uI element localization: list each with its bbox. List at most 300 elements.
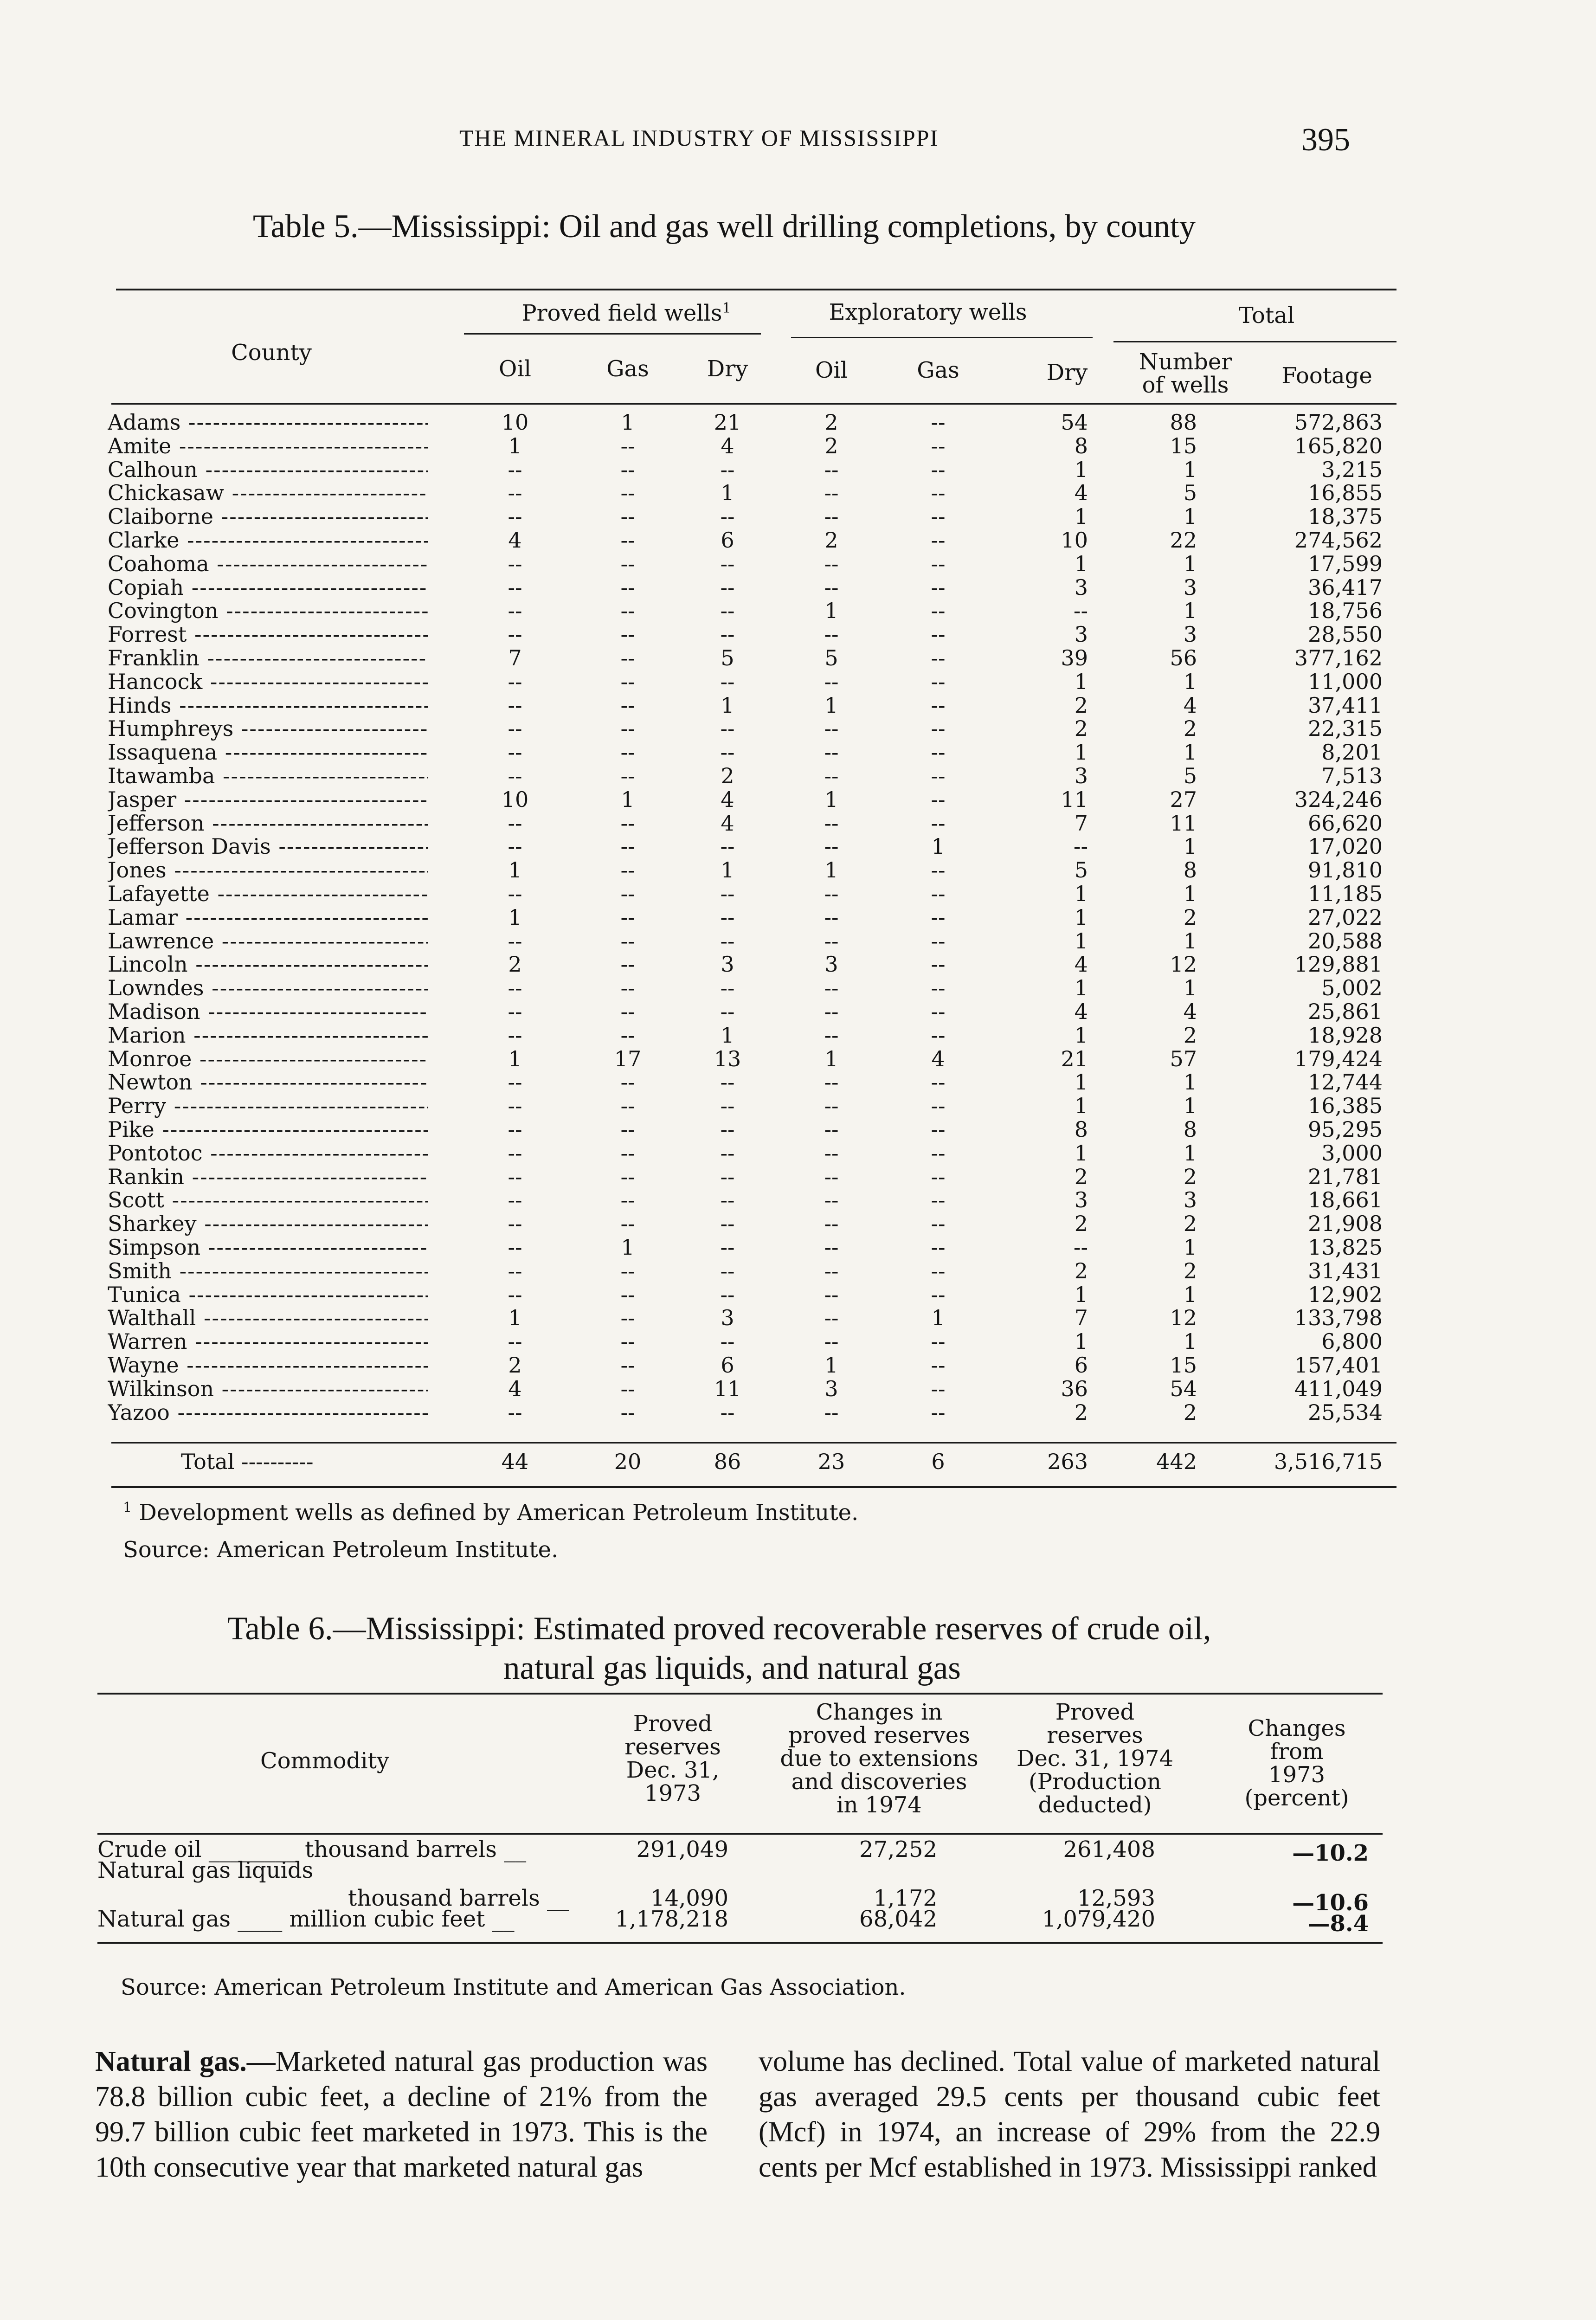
- table-cell: --: [931, 598, 946, 624]
- table-cell: --: [931, 1399, 946, 1425]
- crude-oil-1973: 291,049: [636, 1837, 728, 1862]
- table-cell: --: [508, 881, 522, 906]
- table6-row-ngl-label: Natural gas liquids: [97, 1857, 314, 1883]
- gas-header: Gas: [606, 356, 649, 382]
- table-cell: 2: [1074, 692, 1088, 718]
- table-cell: --: [508, 763, 522, 788]
- table-cell: --: [620, 504, 635, 529]
- table6-top-rule: [97, 1693, 1383, 1695]
- table-cell: 2: [1183, 716, 1197, 741]
- table-cell: 2: [1074, 1399, 1088, 1425]
- table-cell: --: [931, 999, 946, 1024]
- table-cell: --: [931, 1329, 946, 1354]
- table-cell: --: [931, 1258, 946, 1283]
- exploratory-oil-header: Oil: [815, 357, 848, 383]
- table-cell: 31,431: [1308, 1258, 1383, 1283]
- ngl-pct: —10.6: [1292, 1890, 1369, 1916]
- header-line: Dec. 31,: [626, 1757, 720, 1783]
- exploratory-dry-header: Dry: [1046, 360, 1088, 386]
- table-cell: 8: [1183, 1117, 1197, 1142]
- table-cell: --: [720, 1282, 735, 1307]
- table-cell: 4: [1183, 999, 1197, 1024]
- header-line: Proved: [1055, 1699, 1135, 1725]
- table5-total-rule: [111, 1442, 1396, 1444]
- table-cell: --: [824, 480, 839, 506]
- table-cell: --: [824, 716, 839, 741]
- table-cell: 1: [1183, 1282, 1197, 1307]
- table-cell: 5: [824, 645, 838, 670]
- table-cell: --: [508, 504, 522, 529]
- table-cell: --: [931, 433, 946, 458]
- table-cell: 2: [824, 410, 838, 435]
- table-cell: --: [620, 975, 635, 1001]
- table-cell: 157,401: [1294, 1353, 1383, 1378]
- proved-field-wells-header: Proved field wells$^1$: [521, 300, 731, 326]
- table-cell: 179,424: [1294, 1046, 1383, 1071]
- table-cell: --: [720, 1258, 735, 1283]
- table-cell: 3,215: [1321, 457, 1383, 482]
- table-cell: --: [931, 574, 946, 600]
- table5-top-rule: [116, 289, 1396, 290]
- natural-gas-1974: 1,079,420: [1042, 1906, 1155, 1932]
- table-cell: 2: [1183, 1399, 1197, 1425]
- county-header: County: [231, 340, 312, 366]
- table-cell: --: [620, 740, 635, 765]
- percent-change-header: [1225, 1717, 1369, 1810]
- table-cell: 1: [1183, 457, 1197, 482]
- table-cell: 1: [621, 410, 635, 435]
- county-name: Adams -----: [108, 411, 428, 434]
- table-cell: 1: [824, 1046, 838, 1071]
- table5-source: Source: American Petroleum Institute.: [123, 1537, 559, 1563]
- body-column-2: volume has declined. Total value of marketed natural gas averaged 29.5 cents per thousand cubic feet (Mcf) in 1974, an increase of 29% from the 22.9 cents per Mcf established in 1973. Mississippi ranked: [759, 2046, 1380, 2183]
- table-cell: 18,661: [1308, 1187, 1383, 1213]
- county-name: Jones -----: [108, 858, 428, 882]
- table-row: [0, 741, 1596, 764]
- table-cell: --: [824, 1305, 839, 1331]
- table-row: [0, 906, 1596, 929]
- county-name: Tunica -----: [108, 1283, 428, 1307]
- table-cell: --: [620, 1117, 635, 1142]
- table-cell: --: [931, 1022, 946, 1048]
- table-cell: 1: [721, 857, 734, 883]
- table-cell: --: [720, 928, 735, 954]
- table-cell: --: [931, 1353, 946, 1378]
- table-cell: --: [931, 975, 946, 1001]
- table-cell: 1: [721, 1022, 734, 1048]
- table-cell: 1: [931, 1305, 945, 1331]
- table-cell: --: [620, 692, 635, 718]
- table-cell: --: [824, 1093, 839, 1119]
- table-cell: 36,417: [1308, 574, 1383, 600]
- table-row: [0, 552, 1596, 576]
- table-cell: 6: [721, 1353, 734, 1378]
- header-line: Changes in: [816, 1699, 943, 1725]
- table-row: [0, 1212, 1596, 1236]
- table-cell: 4: [721, 786, 734, 812]
- table-cell: 2: [1074, 716, 1088, 741]
- table-row: [0, 858, 1596, 882]
- table-cell: --: [620, 834, 635, 859]
- table-cell: 2: [1183, 1211, 1197, 1237]
- table-cell: 3: [1074, 622, 1088, 647]
- table-cell: --: [620, 1258, 635, 1283]
- table-cell: --: [720, 457, 735, 482]
- table-cell: --: [931, 1093, 946, 1119]
- table-cell: 37,411: [1308, 692, 1383, 718]
- table-cell: --: [824, 574, 839, 600]
- table-row: [0, 929, 1596, 953]
- table-cell: --: [1073, 1235, 1088, 1260]
- county-name: Forrest -----: [108, 623, 428, 646]
- table-cell: 5,002: [1321, 975, 1383, 1001]
- table-cell: 377,162: [1294, 645, 1383, 670]
- county-name: Lincoln -----: [108, 953, 428, 976]
- table-cell: --: [824, 1187, 839, 1213]
- county-name: Scott -----: [108, 1188, 428, 1212]
- table-cell: 11: [1061, 786, 1088, 812]
- table-cell: --: [720, 669, 735, 694]
- county-name: Rankin -----: [108, 1165, 428, 1189]
- table-cell: 28,550: [1308, 622, 1383, 647]
- table-cell: 17,020: [1308, 834, 1383, 859]
- table-cell: 165,820: [1294, 433, 1383, 458]
- table5-bottom-rule: [111, 1486, 1396, 1488]
- table-cell: 3: [1183, 1187, 1197, 1213]
- table-cell: --: [620, 810, 635, 836]
- table-cell: --: [931, 904, 946, 930]
- table-cell: --: [824, 810, 839, 836]
- table-row: [0, 1377, 1596, 1401]
- county-name: Pontotoc -----: [108, 1141, 428, 1165]
- table-row: [0, 1306, 1596, 1330]
- total-rule: [1113, 341, 1396, 342]
- county-name: Jasper -----: [108, 788, 428, 812]
- table-cell: 2: [1183, 904, 1197, 930]
- table-cell: 16,855: [1308, 480, 1383, 506]
- table-cell: --: [508, 1235, 522, 1260]
- table-cell: 1: [1074, 740, 1088, 765]
- table-cell: 1: [721, 692, 734, 718]
- table-cell: --: [931, 1070, 946, 1095]
- table-cell: --: [824, 1258, 839, 1283]
- table-cell: 8,201: [1321, 740, 1383, 765]
- county-name: Hinds -----: [108, 694, 428, 717]
- table-cell: 12,902: [1308, 1282, 1383, 1307]
- table-cell: --: [824, 622, 839, 647]
- table6-row-crude-oil: Crude oil ________ thousand barrels __: [97, 1837, 527, 1862]
- table-cell: --: [620, 1376, 635, 1401]
- table-cell: --: [1073, 598, 1088, 624]
- header-line: Proved: [633, 1711, 713, 1737]
- table-cell: 2: [1183, 1258, 1197, 1283]
- table-cell: 3: [1183, 622, 1197, 647]
- county-name: Yazoo -----: [108, 1401, 428, 1424]
- header-line: 1973: [644, 1780, 701, 1806]
- natural-gas-changes: 68,042: [859, 1906, 937, 1932]
- table-cell: 2: [508, 1353, 522, 1378]
- header-line: Dec. 31, 1974: [1016, 1746, 1174, 1772]
- table-cell: --: [508, 622, 522, 647]
- table-cell: 1: [1183, 1235, 1197, 1260]
- exploratory-wells-header: Exploratory wells: [829, 299, 1027, 325]
- county-name: Walthall -----: [108, 1306, 428, 1330]
- table-cell: 3: [1074, 1187, 1088, 1213]
- county-name: Issaquena -----: [108, 741, 428, 764]
- table-cell: --: [508, 1164, 522, 1189]
- table-cell: 12: [1170, 952, 1197, 977]
- table-cell: --: [931, 1140, 946, 1166]
- table-cell: --: [824, 1235, 839, 1260]
- table-row: [0, 953, 1596, 976]
- table-cell: 4: [508, 1376, 522, 1401]
- table-cell: --: [931, 716, 946, 741]
- table-cell: --: [620, 999, 635, 1024]
- table-cell: --: [824, 1164, 839, 1189]
- table-cell: --: [620, 1211, 635, 1237]
- table-cell: 1: [1074, 551, 1088, 576]
- table-cell: --: [1073, 834, 1088, 859]
- table-cell: 6: [1074, 1353, 1088, 1378]
- table-cell: --: [620, 1093, 635, 1119]
- county-name: Newton -----: [108, 1070, 428, 1094]
- section-heading: Natural gas.—: [95, 2046, 276, 2077]
- table-row: [0, 1165, 1596, 1189]
- table-cell: 18,375: [1308, 504, 1383, 529]
- table-cell: --: [931, 551, 946, 576]
- county-name: Warren -----: [108, 1330, 428, 1353]
- table-row: [0, 505, 1596, 528]
- table-cell: --: [620, 622, 635, 647]
- table-cell: 3: [1074, 763, 1088, 788]
- table5-header-rule: [111, 403, 1396, 405]
- header-line: in 1974: [837, 1792, 922, 1818]
- table-cell: 274,562: [1294, 528, 1383, 553]
- table-cell: --: [720, 904, 735, 930]
- dry-header: Dry: [707, 356, 748, 382]
- table-cell: --: [620, 645, 635, 670]
- county-name: Chickasaw -----: [108, 481, 428, 505]
- table-cell: --: [720, 598, 735, 624]
- proved-1973-header: [617, 1712, 728, 1805]
- table-cell: --: [931, 457, 946, 482]
- county-name: Jefferson Davis -----: [108, 835, 428, 858]
- table-cell: 1: [721, 480, 734, 506]
- table-cell: --: [508, 810, 522, 836]
- table-cell: --: [720, 1164, 735, 1189]
- table-cell: --: [508, 1258, 522, 1283]
- table-cell: 21: [714, 410, 741, 435]
- table-cell: 1: [508, 433, 522, 458]
- table-cell: --: [620, 1353, 635, 1378]
- table-cell: 3: [721, 1305, 734, 1331]
- table-cell: 12: [1170, 1305, 1197, 1331]
- county-name: Pike -----: [108, 1118, 428, 1141]
- table-cell: --: [720, 1211, 735, 1237]
- county-name: Simpson -----: [108, 1236, 428, 1259]
- table-cell: --: [508, 457, 522, 482]
- table-row: [0, 812, 1596, 835]
- table-cell: 17: [614, 1046, 642, 1071]
- table-cell: --: [824, 1282, 839, 1307]
- table-cell: 1: [1074, 1329, 1088, 1354]
- table-cell: 15: [1170, 433, 1197, 458]
- table-cell: 11,185: [1308, 881, 1383, 906]
- table-cell: --: [620, 1399, 635, 1425]
- table-cell: --: [508, 1211, 522, 1237]
- table-cell: --: [720, 834, 735, 859]
- county-name: Lamar -----: [108, 906, 428, 929]
- crude-oil-pct: —10.2: [1292, 1840, 1369, 1866]
- table-row: [0, 882, 1596, 906]
- table-row: [0, 1259, 1596, 1283]
- county-name: Lowndes -----: [108, 976, 428, 1000]
- crude-oil-1974: 261,408: [1063, 1837, 1155, 1862]
- table-cell: --: [620, 881, 635, 906]
- table-cell: --: [508, 598, 522, 624]
- table-cell: 4: [1074, 952, 1088, 977]
- table-cell: 5: [1074, 857, 1088, 883]
- table-cell: --: [508, 928, 522, 954]
- table-cell: --: [931, 528, 946, 553]
- table-cell: --: [508, 975, 522, 1001]
- table-cell: 5: [721, 645, 734, 670]
- table-cell: --: [620, 763, 635, 788]
- table-cell: --: [931, 952, 946, 977]
- table-row: [0, 411, 1596, 434]
- table-cell: --: [508, 716, 522, 741]
- total-cell: 6: [931, 1449, 945, 1474]
- table-cell: --: [620, 669, 635, 694]
- table-cell: 39: [1061, 645, 1088, 670]
- table-cell: 13,825: [1308, 1235, 1383, 1260]
- table-row: [0, 1353, 1596, 1377]
- table6-row-natural-gas: Natural gas ____ million cubic feet __: [97, 1906, 515, 1932]
- county-name: Franklin -----: [108, 646, 428, 670]
- table-cell: --: [931, 1164, 946, 1189]
- table-cell: 18,928: [1308, 1022, 1383, 1048]
- table-cell: --: [824, 504, 839, 529]
- table-cell: 1: [1074, 881, 1088, 906]
- table-cell: 1: [1074, 1070, 1088, 1095]
- table-row: [0, 835, 1596, 858]
- table-cell: 1: [824, 692, 838, 718]
- table-cell: --: [824, 928, 839, 954]
- table-cell: 21,781: [1308, 1164, 1383, 1189]
- table-cell: --: [620, 1164, 635, 1189]
- table6-title-line2: natural gas liquids, and natural gas: [503, 1650, 961, 1686]
- table-cell: 8: [1183, 857, 1197, 883]
- table-row: [0, 1141, 1596, 1165]
- table-cell: 1: [508, 857, 522, 883]
- table-cell: 1: [824, 857, 838, 883]
- table-cell: --: [620, 480, 635, 506]
- table-cell: --: [720, 1187, 735, 1213]
- table-cell: 1: [1183, 1093, 1197, 1119]
- table-cell: 10: [501, 410, 529, 435]
- table-cell: 7,513: [1321, 763, 1383, 788]
- table-cell: --: [508, 740, 522, 765]
- county-name: Jefferson -----: [108, 812, 428, 835]
- table-cell: 11: [714, 1376, 741, 1401]
- table-cell: 411,049: [1294, 1376, 1383, 1401]
- table-cell: 3: [1183, 574, 1197, 600]
- table-cell: 2: [1074, 1164, 1088, 1189]
- table-cell: --: [620, 433, 635, 458]
- header-line: from: [1270, 1739, 1324, 1765]
- county-name: Lafayette -----: [108, 882, 428, 906]
- table-cell: --: [620, 716, 635, 741]
- county-name: Monroe -----: [108, 1047, 428, 1071]
- table-cell: --: [931, 504, 946, 529]
- table-cell: --: [931, 857, 946, 883]
- table-cell: 13: [714, 1046, 741, 1071]
- table-cell: --: [508, 574, 522, 600]
- table-cell: --: [508, 669, 522, 694]
- table-cell: --: [824, 740, 839, 765]
- table-row: [0, 1000, 1596, 1024]
- total-cell: 86: [714, 1449, 741, 1474]
- table-row: [0, 1094, 1596, 1118]
- table-cell: 36: [1061, 1376, 1088, 1401]
- table-cell: 2: [824, 528, 838, 553]
- table-cell: 1: [1183, 1140, 1197, 1166]
- table-cell: 7: [1074, 1305, 1088, 1331]
- table-cell: 1: [508, 1305, 522, 1331]
- table-cell: --: [620, 904, 635, 930]
- footage-header: Footage: [1281, 363, 1372, 389]
- table-cell: 56: [1170, 645, 1197, 670]
- table-cell: --: [824, 1117, 839, 1142]
- table-cell: --: [931, 622, 946, 647]
- table-cell: 1: [1183, 598, 1197, 624]
- table-cell: --: [824, 881, 839, 906]
- county-name: Sharkey -----: [108, 1212, 428, 1236]
- table-row: [0, 764, 1596, 788]
- ngl-1974: 12,593: [1077, 1885, 1155, 1911]
- table-cell: 1: [1183, 1070, 1197, 1095]
- table-cell: --: [720, 504, 735, 529]
- table6-header-rule: [97, 1833, 1383, 1835]
- table6-bottom-rule: [97, 1942, 1383, 1944]
- table-cell: --: [824, 551, 839, 576]
- table-cell: --: [620, 598, 635, 624]
- table-cell: 11,000: [1308, 669, 1383, 694]
- table-cell: 4: [1183, 692, 1197, 718]
- table-cell: 88: [1170, 410, 1197, 435]
- table-cell: --: [824, 904, 839, 930]
- table-row: [0, 434, 1596, 458]
- table-cell: --: [508, 1070, 522, 1095]
- table-cell: --: [720, 1399, 735, 1425]
- table-cell: 2: [721, 763, 734, 788]
- table-row: [0, 1070, 1596, 1094]
- table-cell: 7: [508, 645, 522, 670]
- table-cell: --: [620, 1305, 635, 1331]
- header-line: due to extensions: [780, 1746, 978, 1772]
- table-cell: 22: [1170, 528, 1197, 553]
- table-cell: 5: [1183, 480, 1197, 506]
- table-cell: 2: [508, 952, 522, 977]
- table-cell: 1: [1074, 669, 1088, 694]
- table-cell: 2: [1074, 1258, 1088, 1283]
- table-cell: 324,246: [1294, 786, 1383, 812]
- county-name: Smith -----: [108, 1259, 428, 1283]
- table-cell: 95,295: [1308, 1117, 1383, 1142]
- table-cell: --: [620, 457, 635, 482]
- table-cell: 1: [1074, 1022, 1088, 1048]
- table-row: [0, 976, 1596, 1000]
